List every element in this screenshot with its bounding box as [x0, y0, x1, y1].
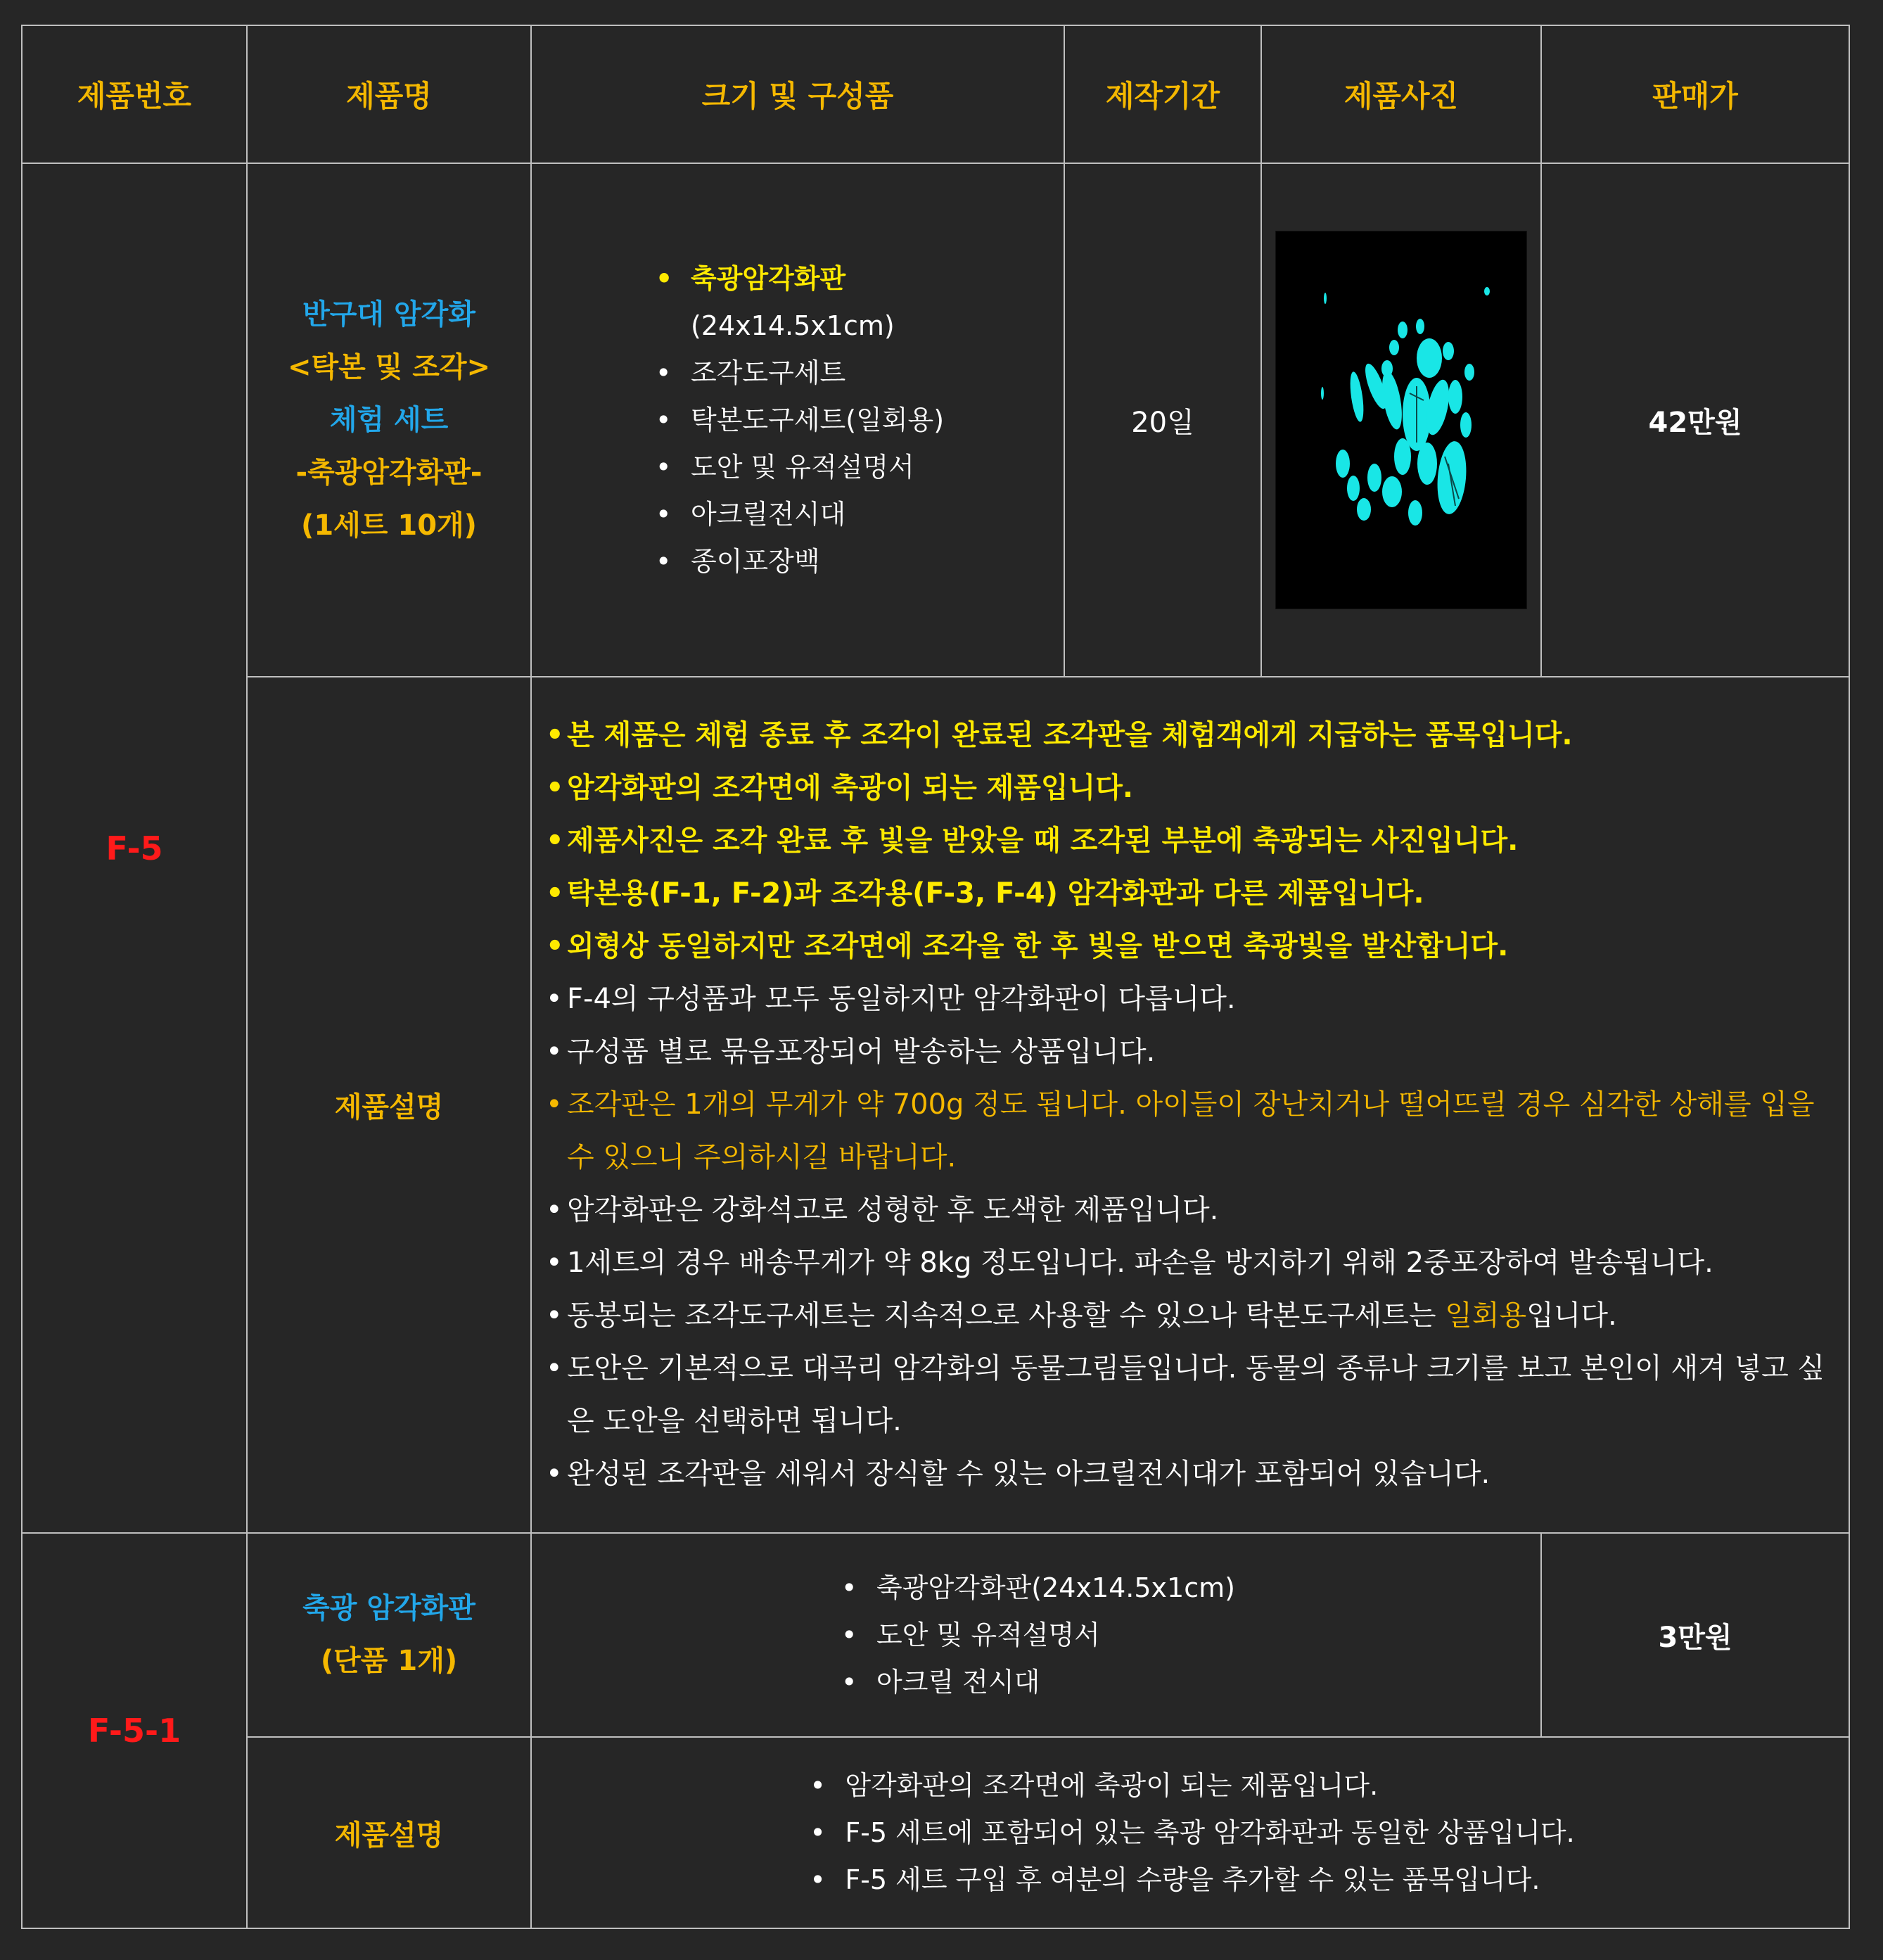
f5-name	[247, 163, 531, 677]
list-item	[546, 1290, 1841, 1342]
desc-text: 입니다.	[1526, 1299, 1617, 1332]
f5-component-list	[651, 255, 1064, 303]
list-item: • 종이포장백	[651, 538, 1064, 585]
product-sheet	[21, 25, 1849, 1928]
f5-product-photo	[1275, 231, 1527, 609]
whale-figure	[1389, 340, 1399, 355]
f51-description-list	[805, 1762, 1574, 1904]
whale-figure	[1347, 476, 1360, 501]
list-item: • F-5 세트에 포함되어 있는 축광 암각화판과 동일한 상품입니다.	[805, 1809, 1574, 1857]
f5-name-line-5: (1세트 10개)	[301, 509, 477, 542]
f5-period: 20일	[1064, 163, 1261, 677]
header-product-name: 제품명	[247, 25, 531, 163]
f51-name-line-2: (단품 1개)	[320, 1645, 458, 1677]
f5-description	[531, 677, 1849, 1533]
f5-component-list-rest	[651, 350, 1064, 585]
list-item: • 암각화판의 조각면에 축광이 되는 제품입니다.	[546, 762, 1841, 815]
list-item: • 조각도구세트	[651, 350, 1064, 397]
f5-photo-cell	[1261, 163, 1541, 677]
whale-figure	[1367, 464, 1381, 492]
whale-figure	[1417, 338, 1442, 378]
f51-main-row	[22, 1533, 1849, 1737]
list-item: • 구성품 별로 묶음포장되어 발송하는 상품입니다.	[546, 1026, 1841, 1078]
list-item: • 외형상 동일하지만 조각면에 조각을 한 후 빛을 받으면 축광빛을 발산합니다.	[546, 920, 1841, 973]
header-product-photo: 제품사진	[1261, 25, 1541, 163]
desc-text: 동봉되는 조각도구세트는 지속적으로 사용할 수 있으나 탁본도구세트는	[567, 1299, 1445, 1332]
f51-component-list	[837, 1565, 1235, 1706]
list-item: • 도안 및 유적설명서	[837, 1612, 1235, 1659]
whale-figure	[1464, 364, 1474, 381]
list-item: • 아크릴 전시대	[837, 1659, 1235, 1706]
list-item: • 본 제품은 체험 종료 후 조각이 완료된 조각판을 체험객에게 지급하는 품목입니다.	[546, 709, 1841, 762]
whale-figure	[1321, 387, 1324, 400]
f5-desc-row	[22, 677, 1849, 1533]
f51-price: 3만원	[1541, 1533, 1849, 1737]
list-item: • 1세트의 경우 배송무게가 약 8kg 정도입니다. 파손을 방지하기 위해 2중포장하여 발송됩니다.	[546, 1237, 1841, 1290]
header-price: 판매가	[1541, 25, 1849, 163]
f5-name-line-1: 반구대 암각화	[302, 298, 475, 331]
f51-description	[531, 1737, 1849, 1928]
f51-components	[531, 1533, 1541, 1737]
f5-components	[531, 163, 1064, 677]
header-production-period: 제작기간	[1064, 25, 1261, 163]
f51-desc-label: 제품설명	[247, 1737, 531, 1928]
whale-figure	[1408, 500, 1422, 526]
whale-figure	[1381, 360, 1393, 377]
whale-figure	[1324, 293, 1327, 304]
f51-desc-row	[22, 1737, 1849, 1928]
f5-code: F-5	[22, 163, 247, 1533]
header-row	[22, 25, 1849, 163]
whale-figure	[1416, 319, 1424, 334]
f5-description-list	[546, 709, 1841, 1501]
f5-name-line-2: <탁본 및 조각>	[287, 350, 491, 383]
whale-figure	[1336, 450, 1350, 478]
header-size-components: 크기 및 구성품	[531, 25, 1064, 163]
f51-name	[247, 1533, 531, 1737]
whale-figure	[1484, 287, 1490, 295]
list-item: • 탁본용(F-1, F-2)과 조각용(F-3, F-4) 암각화판과 다른 제품입니다.	[546, 867, 1841, 920]
f51-code: F-5-1	[22, 1533, 247, 1928]
whale-figure	[1382, 476, 1402, 507]
list-item: • F-4의 구성품과 모두 동일하지만 암각화판이 다릅니다.	[546, 973, 1841, 1026]
list-item: • 도안 및 유적설명서	[651, 444, 1064, 491]
list-item: • F-5 세트 구입 후 여분의 수량을 추가할 수 있는 품목입니다.	[805, 1857, 1574, 1904]
list-item: • 탁본도구세트(일회용)	[651, 397, 1064, 444]
whale-figure	[1398, 322, 1408, 338]
list-item: • 암각화판의 조각면에 축광이 되는 제품입니다.	[805, 1762, 1574, 1809]
list-item: • 축광암각화판(24x14.5x1cm)	[837, 1565, 1235, 1612]
whale-figure	[1443, 342, 1454, 360]
f5-desc-label: 제품설명	[247, 677, 531, 1533]
f5-main-row	[22, 163, 1849, 677]
f5-name-line-3: 체험 세트	[329, 403, 449, 436]
whale-figure	[1394, 438, 1411, 475]
list-item: • 아크릴전시대	[651, 491, 1064, 538]
list-item: • 도안은 기본적으로 대곡리 암각화의 동물그림들입니다. 동물의 종류나 크기를 보고 본인이 새겨 넣고 싶은 도안을 선택하면 됩니다.	[546, 1342, 1841, 1448]
whale-figure	[1460, 412, 1472, 438]
desc-highlight: 일회용	[1445, 1299, 1527, 1332]
list-item: • 암각화판은 강화석고로 성형한 후 도색한 제품입니다.	[546, 1184, 1841, 1237]
f51-name-line-1: 축광 암각화판	[302, 1592, 475, 1624]
f5-price: 42만원	[1541, 163, 1849, 677]
whale-figure	[1357, 498, 1371, 521]
list-item: • 조각판은 1개의 무게가 약 700g 정도 됩니다. 아이들이 장난치거나 떨어뜨릴 경우 심각한 상해를 입을 수 있으니 주의하시길 바랍니다.	[546, 1078, 1841, 1184]
list-item: • 축광암각화판	[651, 255, 1064, 303]
whale-figure	[1417, 443, 1437, 485]
header-product-number: 제품번호	[22, 25, 247, 163]
product-table	[21, 25, 1850, 1929]
f5-component-size: (24x14.5x1cm)	[691, 310, 895, 341]
whale-figure	[1348, 371, 1366, 423]
whale-figure	[1448, 380, 1462, 414]
f5-name-line-4: -축광암각화판-	[295, 456, 483, 489]
list-item: • 제품사진은 조각 완료 후 빛을 받았을 때 조각된 부분에 축광되는 사진입니다.	[546, 815, 1841, 867]
glow-petroglyph-image	[1276, 231, 1526, 609]
list-item: • 완성된 조각판을 세워서 장식할 수 있는 아크릴전시대가 포함되어 있습니다.	[546, 1448, 1841, 1501]
